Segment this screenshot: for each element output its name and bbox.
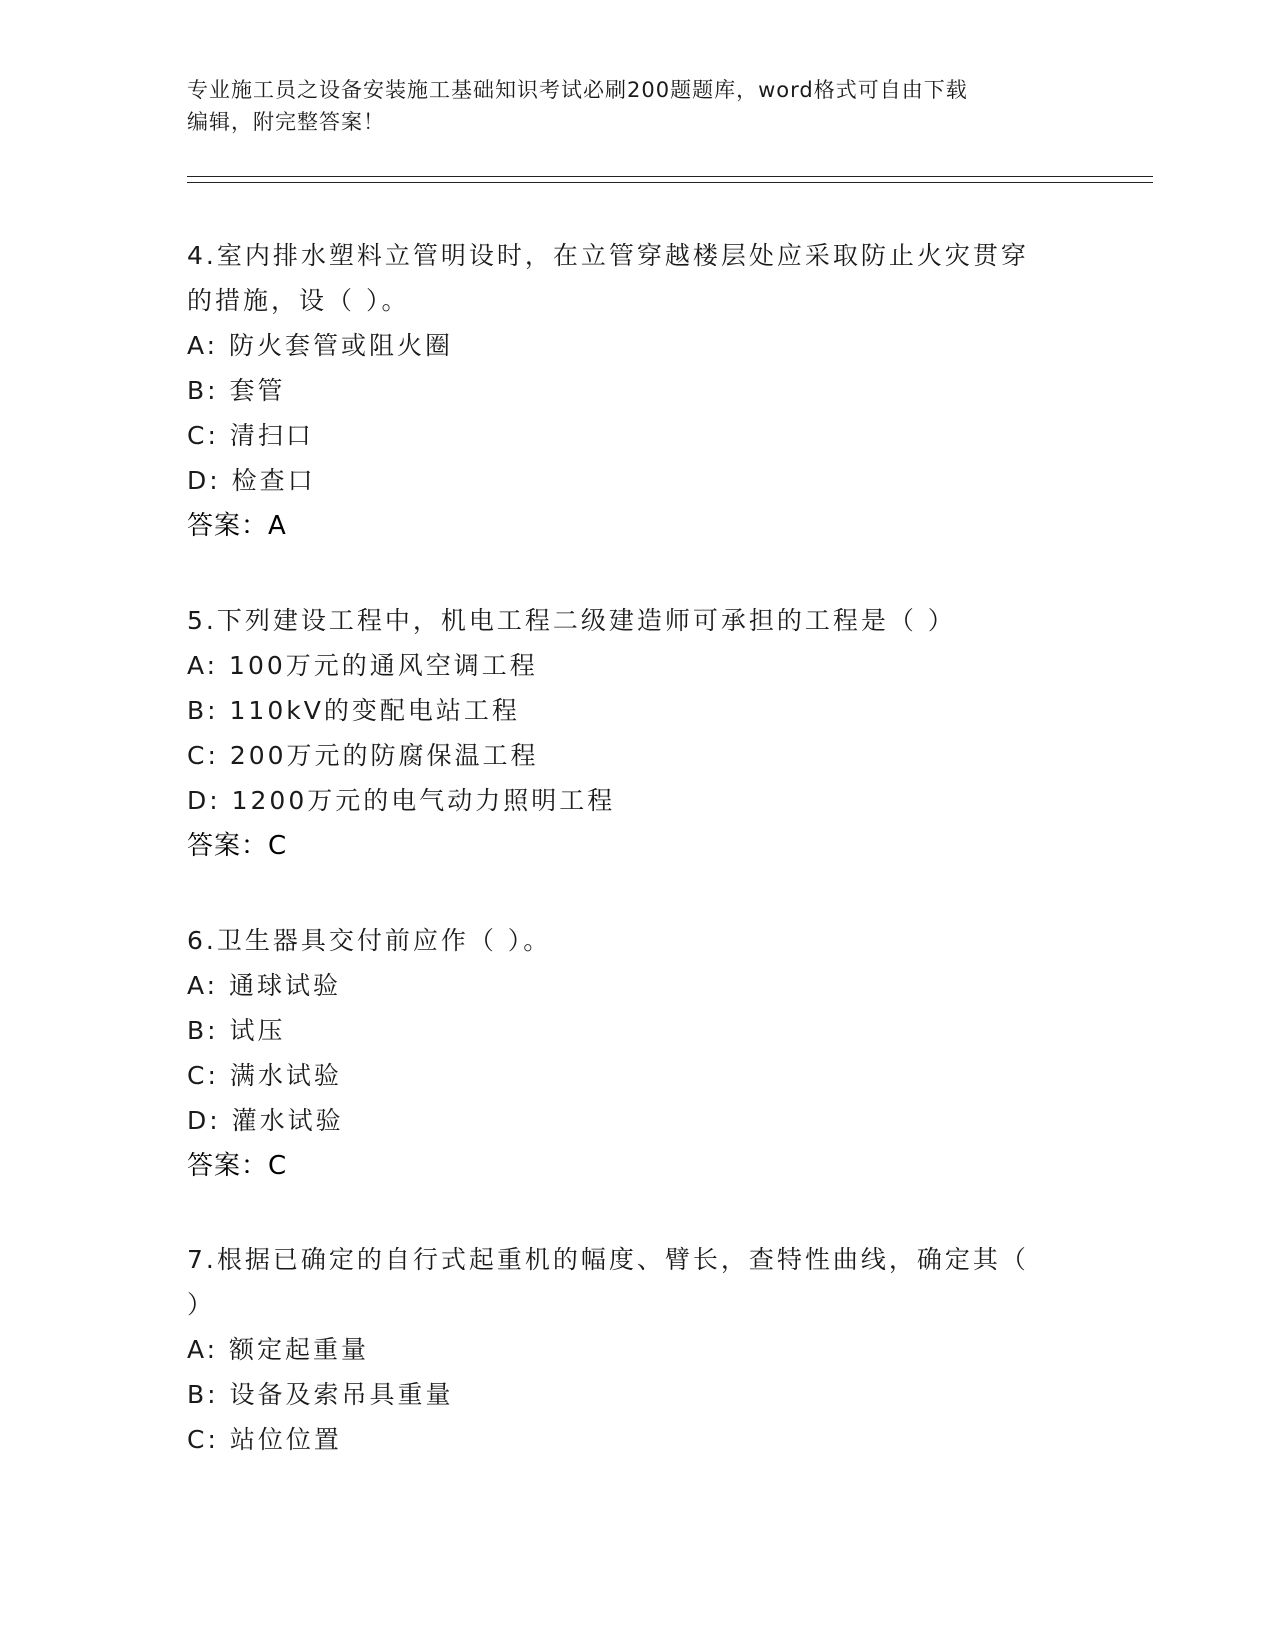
option-d: D: 灌水试验 — [187, 1106, 344, 1135]
option-a: A: 额定起重量 — [187, 1335, 370, 1364]
option-a: A: 100万元的通风空调工程 — [187, 651, 538, 680]
header-title-line-1: 专业施工员之设备安装施工基础知识考试必刷200题题库，word格式可自由下载 — [187, 78, 968, 102]
question-block — [187, 598, 1067, 869]
header-title-line-2: 编辑，附完整答案！ — [187, 110, 385, 134]
option-a: A: 防火套管或阻火圈 — [187, 331, 454, 360]
option-c: C: 200万元的防腐保温工程 — [187, 741, 539, 770]
question-stem-line: 6.卫生器具交付前应作（ ）。 — [187, 926, 552, 955]
question-stem-line: 的措施，设（ ）。 — [187, 286, 410, 315]
header-divider-bottom — [187, 182, 1153, 183]
answer-line: 答案：C — [187, 831, 288, 861]
option-c: C: 满水试验 — [187, 1061, 342, 1090]
question-block — [187, 918, 1067, 1189]
option-c: C: 清扫口 — [187, 421, 314, 450]
question-stem-line: 4.室内排水塑料立管明设时，在立管穿越楼层处应采取防止火灾贯穿 — [187, 241, 1029, 270]
answer-line: 答案：A — [187, 511, 287, 541]
header-divider-top — [187, 176, 1153, 177]
option-b: B: 设备及索吊具重量 — [187, 1380, 454, 1409]
answer-line: 答案：C — [187, 1151, 288, 1181]
option-a: A: 通球试验 — [187, 971, 342, 1000]
question-stem-line: ） — [187, 1290, 216, 1319]
option-c: C: 站位位置 — [187, 1425, 342, 1454]
question-block — [187, 233, 1067, 549]
question-stem-line: 5.下列建设工程中，机电工程二级建造师可承担的工程是（ ） — [187, 606, 956, 635]
option-d: D: 检查口 — [187, 466, 316, 495]
option-b: B: 试压 — [187, 1016, 286, 1045]
question-stem-line: 7.根据已确定的自行式起重机的幅度、臂长，查特性曲线，确定其（ — [187, 1245, 1029, 1274]
option-b: B: 套管 — [187, 376, 286, 405]
option-d: D: 1200万元的电气动力照明工程 — [187, 786, 616, 815]
option-b: B: 110kV的变配电站工程 — [187, 696, 520, 725]
question-block — [187, 1237, 1067, 1462]
document-header — [187, 74, 1087, 138]
